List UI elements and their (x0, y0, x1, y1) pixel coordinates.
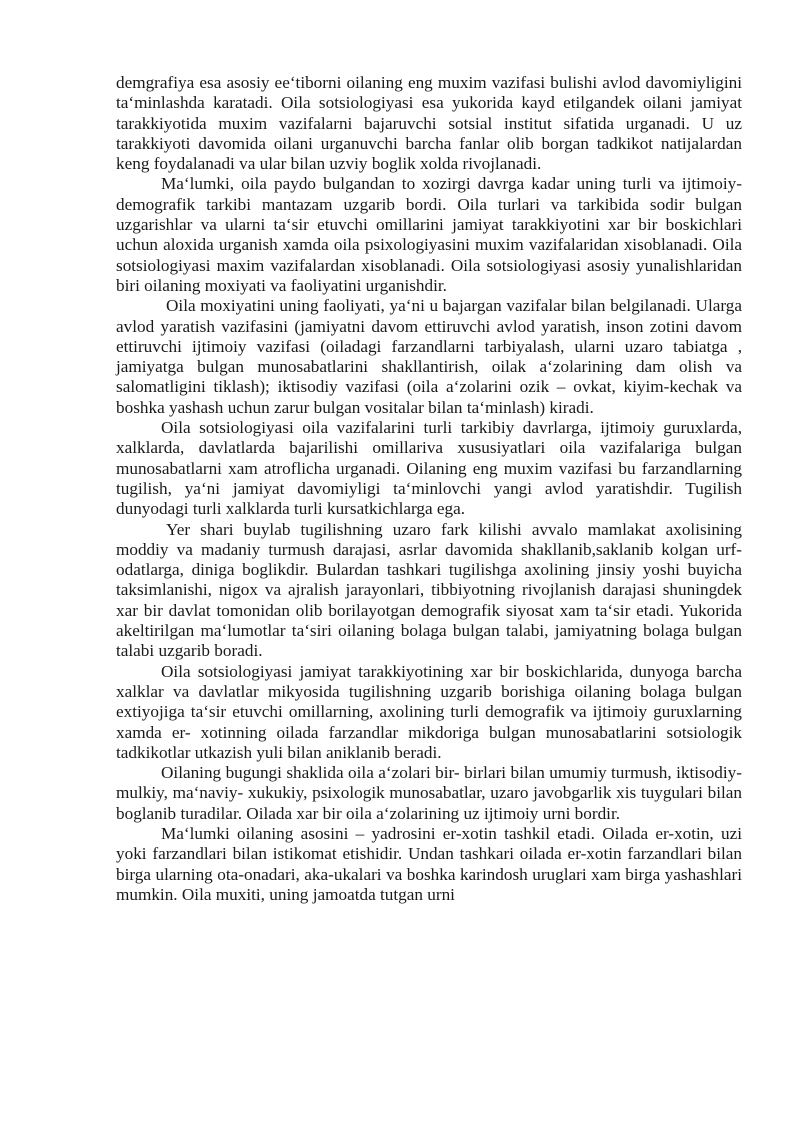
document-body (116, 73, 742, 905)
paragraph-1: demgrafiya esa asosiy ee‘tiborni oilaning eng muxim vazifasi bulishi avlod davomiyligini ta‘minlashda karatadi. Oila sotsiologiyasi esa yukorida kayd etilgandek oilani jamiyat tarakkiyotida muxim vazifalarni bajaruvchi sotsial institut sifatida urganadi. U uz tarakkiyoti davomida oilani urganuvchi barcha fanlar olib borgan tadkikot natijalardan keng foydalanadi va ular bilan uzviy boglik xolda rivojlanadi. (116, 73, 742, 174)
paragraph-2: Ma‘lumki, oila paydo bulgandan to xozirgi davrga kadar uning turli va ijtimoiy- demografik tarkibi mantazam uzgarib bordi. Oila turlari va tarkibida sodir bulgan uzgarishlar va ularni ta‘sir etuvchi omillarini jamiyat tarakkiyotini xar bir boskichlari uchun aloxida urganish xamda oila psixologiyasini muxim vazifalaridan xisoblanadi. Oila sotsiologiyasi maxim vazifalardan xisoblanadi. Oila sotsiologiyasi asosiy yunalishlaridan biri oilaning moxiyati va faoliyatini urganishdir. (116, 174, 742, 295)
paragraph-7: Oilaning bugungi shaklida oila a‘zolari bir- birlari bilan umumiy turmush, iktisodiy- mulkiy, ma‘naviy- xukukiy, psixologik munosabatlar, uzaro javobgarlik xis tuygulari bilan boglanib turadilar. Oilada xar bir oila a‘zolarining uz ijtimoiy urni bordir. (116, 763, 742, 823)
paragraph-6: Oila sotsiologiyasi jamiyat tarakkiyotining xar bir boskichlarida, dunyoga barcha xalklar va davlatlar mikyosida tugilishning uzgarib borishiga oilaning bolaga bulgan extiyojiga ta‘sir etuvchi omillarning, axolining turli demografik va ijtimoiy guruxlarning xamda er- xotinning oilada farzandlar mikdoriga bulgan munosabatlarini sotsiologik tadkikotlar utkazish yuli bilan aniklanib beradi. (116, 661, 742, 762)
paragraph-8: Ma‘lumki oilaning asosini – yadrosini er-xotin tashkil etadi. Oilada er-xotin, uzi yoki farzandlari bilan istikomat etishidir. Undan tashkari oilada er-xotin farzandlari bilan birga ularning ota-onadari, aka-ukalari va boshka karindosh uruglari xam birga yashashlari mumkin. Oila muxiti, uning jamoatda tutgan urni (116, 823, 742, 904)
paragraph-4: Oila sotsiologiyasi oila vazifalarini turli tarkibiy davrlarga, ijtimoiy guruxlarda, xalklarda, davlatlarda bajarilishi omillariva xususiyatlari oila vazifalariga bulgan munosabatlarni xam atroflicha urganadi. Oilaning eng muxim vazifasi bu farzandlarning tugilish, ya‘ni jamiyat davomiyligi ta‘minlovchi yangi avlod yaratishdir. Tugilish dunyodagi turli xalklarda turli kursatkichlarga ega. (116, 418, 742, 519)
paragraph-5: Yer shari buylab tugilishning uzaro fark kilishi avvalo mamlakat axolisining moddiy va madaniy turmush darajasi, asrlar davomida shakllanib,saklanib kolgan urf- odatlarga, diniga boglikdir. Bulardan tashkari tugilishga axolining jinsiy yoshi buyicha taksimlanishi, nigox va ajralish jarayonlari, tibbiyotning rivojlanish darajasi shuningdek xar bir davlat tomonidan olib borilayotgan demografik siyosat xam ta‘sir etadi. Yukorida akeltirilgan ma‘lumotlar ta‘siri oilaning bolaga bulgan talabi, jamiyatning bolaga bulgan talabi uzgarib boradi. (116, 519, 742, 661)
paragraph-3: Oila moxiyatini uning faoliyati, ya‘ni u bajargan vazifalar bilan belgilanadi. Ularga avlod yaratish vazifasini (jamiyatni davom ettiruvchi avlod yaratish, inson zotini davom ettiruvchi ijtimoiy vazifasi (oiladagi farzandlarni tarbiyalash, ularni uzaro tabiatga , jamiyatga bulgan munosabatlarini shakllantirish, oilak a‘zolarining dam olish va salomatligini tiklash); iktisodiy vazifasi (oila a‘zolarini ozik – ovkat, kiyim-kechak va boshka yashash uchun zarur bulgan vositalar bilan ta‘minlash) kiradi. (116, 296, 742, 417)
